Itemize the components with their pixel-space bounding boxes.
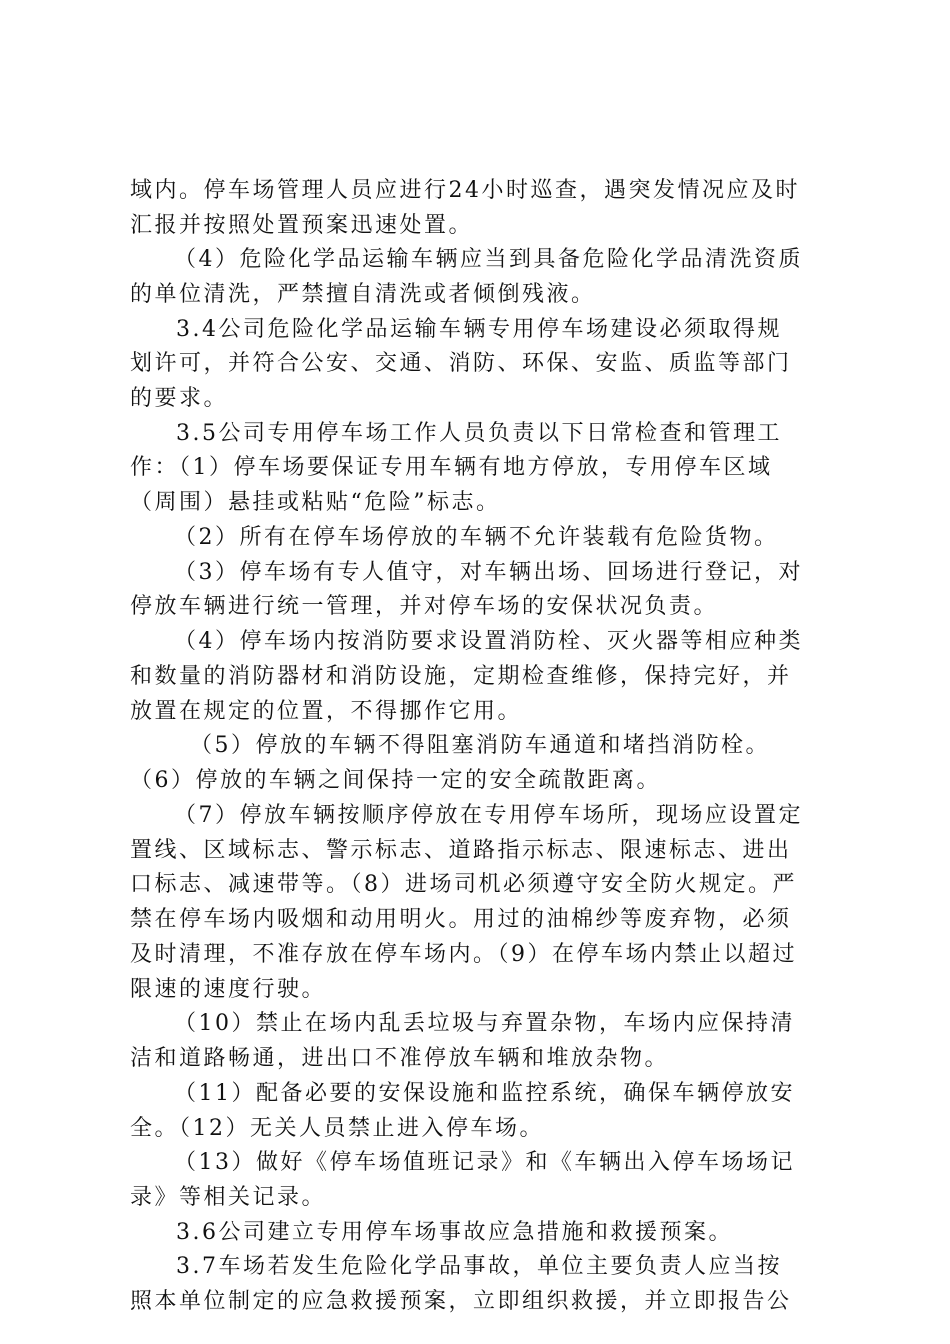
- text-line: （5）停放的车辆不得阻塞消防车通道和堵挡消防栓。: [190, 733, 770, 758]
- text-line: 录》等相关记录。: [130, 1185, 327, 1210]
- text-line: 禁在停车场内吸烟和动用明火。用过的油棉纱等废弃物，必须: [130, 907, 792, 932]
- text-line: （13）做好《停车场值班记录》和《车辆出入停车场场记: [174, 1150, 795, 1175]
- text-line: 3.6公司建立专用停车场事故应急措施和救援预案。: [176, 1220, 733, 1245]
- text-line: 全。（12）无关人员禁止进入停车场。: [130, 1116, 544, 1141]
- text-line: 汇报并按照处置预案迅速处置。: [130, 213, 474, 238]
- text-line: 3.7车场若发生危险化学品事故，单位主要负责人应当按: [176, 1254, 782, 1279]
- text-line: 划许可，并符合公安、交通、消防、环保、安监、质监等部门: [130, 351, 792, 376]
- text-line: （3）停车场有专人值守，对车辆出场、回场进行登记，对: [174, 560, 803, 585]
- text-line: 及时清理，不准存放在停车场内。（9）在停车场内禁止以超过: [130, 942, 797, 967]
- text-line: 置线、区域标志、警示标志、道路指示标志、限速标志、进出: [130, 838, 792, 863]
- text-line: （6）停放的车辆之间保持一定的安全疏散距离。: [130, 768, 661, 793]
- text-line: （周围）悬挂或粘贴“危险”标志。: [130, 490, 501, 515]
- text-line: 口标志、减速带等。（8）进场司机必须遵守安全防火规定。严: [130, 872, 797, 897]
- text-line: （4）停车场内按消防要求设置消防栓、灭火器等相应种类: [174, 629, 803, 654]
- text-line: 和数量的消防器材和消防设施，定期检查维修，保持完好，并: [130, 664, 792, 689]
- text-line: 限速的速度行驶。: [130, 977, 327, 1002]
- text-line: （4）危险化学品运输车辆应当到具备危险化学品清洗资质: [174, 247, 803, 272]
- text-line: 停放车辆进行统一管理，并对停车场的安保状况负责。: [130, 594, 719, 619]
- text-line: 放置在规定的位置，不得挪作它用。: [130, 699, 523, 724]
- text-line: （10）禁止在场内乱丢垃圾与弃置杂物，车场内应保持清: [174, 1011, 795, 1036]
- text-line: 3.4公司危险化学品运输车辆专用停车场建设必须取得规: [176, 317, 782, 342]
- text-line: （11）配备必要的安保设施和监控系统，确保车辆停放安: [174, 1081, 795, 1106]
- text-line: （7）停放车辆按顺序停放在专用停车场所，现场应设置定: [174, 803, 803, 828]
- text-line: 照本单位制定的应急救援预案，立即组织救援，并立即报告公: [130, 1289, 792, 1314]
- text-line: 域内。停车场管理人员应进行24小时巡查，遇突发情况应及时: [130, 178, 800, 203]
- text-line: 3.5公司专用停车场工作人员负责以下日常检查和管理工: [176, 421, 782, 446]
- text-line: 洁和道路畅通，进出口不准停放车辆和堆放杂物。: [130, 1046, 670, 1071]
- text-line: 的要求。: [130, 386, 229, 411]
- text-line: （2）所有在停车场停放的车辆不允许装载有危险货物。: [174, 525, 779, 550]
- text-line: 作：（1）停车场要保证专用车辆有地方停放，专用停车区域: [130, 455, 773, 480]
- text-line: 的单位清洗，严禁擅自清洗或者倾倒残液。: [130, 282, 596, 307]
